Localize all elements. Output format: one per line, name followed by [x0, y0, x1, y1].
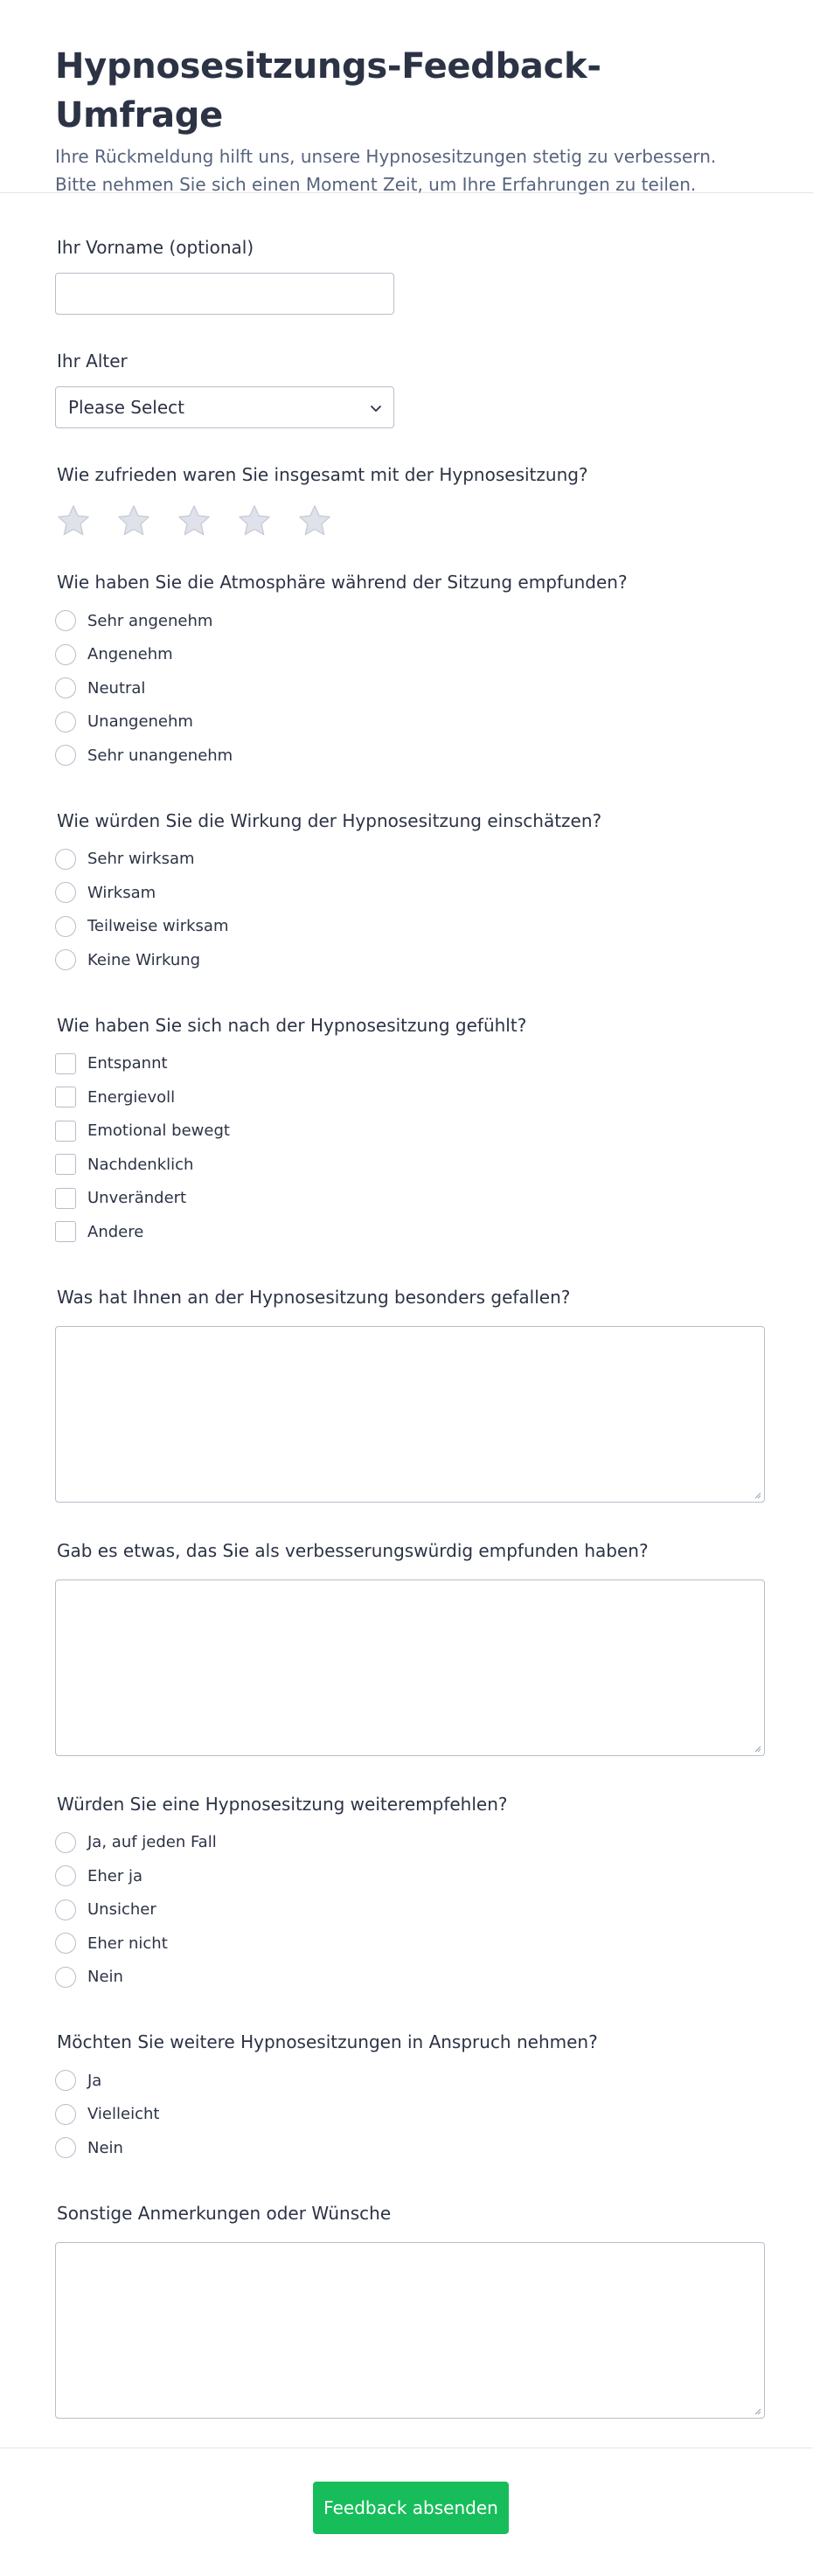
option-label: Sehr wirksam	[87, 850, 195, 869]
vorname-input[interactable]	[55, 273, 394, 315]
radio-button[interactable]	[55, 644, 76, 665]
weiterempfehlen-option[interactable]	[55, 1859, 758, 1893]
option-label: Unverändert	[87, 1189, 187, 1208]
weitere-option[interactable]	[55, 2131, 758, 2165]
field-gefallen	[55, 1284, 758, 1503]
wirkung-options	[55, 843, 758, 977]
star-icon[interactable]	[176, 503, 212, 539]
gefallen-label: Was hat Ihnen an der Hypnosesitzung besonders gefallen?	[57, 1286, 571, 1308]
radio-button[interactable]	[55, 1967, 76, 1988]
resize-handle-icon[interactable]	[753, 2406, 761, 2415]
option-label: Teilweise wirksam	[87, 917, 229, 936]
weitere-label: Möchten Sie weitere Hypnosesitzungen in Anspruch nehmen?	[57, 2031, 598, 2052]
option-label: Nein	[87, 2138, 123, 2157]
atmosphaere-option[interactable]	[55, 671, 758, 705]
radio-button[interactable]	[55, 712, 76, 733]
atmosphaere-option[interactable]	[55, 705, 758, 739]
atmosphaere-label: Wie haben Sie die Atmosphäre während der Sitzung empfunden?	[57, 572, 628, 593]
field-atmosphaere	[55, 569, 758, 773]
radio-button[interactable]	[55, 745, 76, 766]
wirkung-option[interactable]	[55, 876, 758, 910]
option-label: Sehr angenehm	[87, 611, 213, 630]
alter-label: Ihr Alter	[57, 351, 128, 371]
option-label: Wirksam	[87, 883, 156, 902]
option-label: Unsicher	[87, 1900, 156, 1920]
checkbox[interactable]	[55, 1087, 76, 1107]
field-vorname	[55, 234, 758, 315]
verbesserung-label: Gab es etwas, das Sie als verbesserungswürdig empfunden haben?	[57, 1539, 649, 1561]
radio-button[interactable]	[55, 2137, 76, 2158]
option-label: Eher nicht	[87, 1934, 168, 1953]
field-wirkung	[55, 808, 758, 977]
wirkung-option[interactable]	[55, 943, 758, 977]
weiterempfehlen-options	[55, 1826, 758, 1995]
field-alter	[55, 348, 758, 428]
weiterempfehlen-option[interactable]	[55, 1927, 758, 1961]
radio-button[interactable]	[55, 1899, 76, 1920]
form-body	[0, 193, 813, 2419]
option-label: Keine Wirkung	[87, 950, 201, 969]
weitere-option[interactable]	[55, 2098, 758, 2132]
form-subtitle: Ihre Rückmeldung hilft uns, unsere Hypnosesitzungen stetig zu verbessern. Bitte nehmen Sie sich einen Moment Zeit, um Ihre Erfahrungen zu teilen.	[55, 146, 717, 195]
radio-button[interactable]	[55, 1832, 76, 1853]
option-label: Nachdenklich	[87, 1155, 194, 1174]
checkbox[interactable]	[55, 1221, 76, 1242]
field-verbesserung	[55, 1538, 758, 1756]
gefuehl-option[interactable]	[55, 1215, 758, 1249]
option-label: Entspannt	[87, 1054, 168, 1073]
field-gefuehl	[55, 1012, 758, 1249]
gefallen-textarea[interactable]	[55, 1326, 765, 1503]
option-label: Nein	[87, 1968, 123, 1987]
form-footer	[0, 2448, 813, 2576]
option-label: Neutral	[87, 678, 146, 698]
option-label: Angenehm	[87, 645, 173, 664]
atmosphaere-option[interactable]	[55, 638, 758, 672]
weiterempfehlen-option[interactable]	[55, 1826, 758, 1860]
radio-button[interactable]	[55, 677, 76, 698]
radio-button[interactable]	[55, 2070, 76, 2091]
weiterempfehlen-option[interactable]	[55, 1961, 758, 1995]
field-anmerkungen	[55, 2200, 758, 2419]
atmosphaere-option[interactable]	[55, 604, 758, 638]
gefuehl-option[interactable]	[55, 1080, 758, 1114]
radio-button[interactable]	[55, 2104, 76, 2125]
gefuehl-label: Wie haben Sie sich nach der Hypnosesitzung gefühlt?	[57, 1014, 527, 1036]
checkbox[interactable]	[55, 1188, 76, 1209]
option-label: Ja, auf jeden Fall	[87, 1833, 217, 1852]
radio-button[interactable]	[55, 882, 76, 903]
atmosphaere-option[interactable]	[55, 739, 758, 773]
gefuehl-option[interactable]	[55, 1148, 758, 1182]
option-label: Energievoll	[87, 1087, 176, 1107]
radio-button[interactable]	[55, 1865, 76, 1886]
checkbox[interactable]	[55, 1121, 76, 1142]
form-title: Hypnosesitzungs-Feedback-Umfrage	[55, 46, 601, 135]
zufriedenheit-label: Wie zufrieden waren Sie insgesamt mit der Hypnosesitzung?	[57, 464, 588, 485]
vorname-label: Ihr Vorname (optional)	[57, 237, 254, 258]
option-label: Unangenehm	[87, 712, 193, 732]
field-weiterempfehlen	[55, 1791, 758, 1995]
atmosphaere-options	[55, 604, 758, 773]
gefuehl-option[interactable]	[55, 1182, 758, 1216]
star-icon[interactable]	[55, 503, 92, 539]
option-label: Ja	[87, 2071, 102, 2090]
star-icon[interactable]	[115, 503, 152, 539]
wirkung-option[interactable]	[55, 843, 758, 877]
option-label: Eher ja	[87, 1866, 143, 1885]
gefuehl-option[interactable]	[55, 1114, 758, 1149]
weitere-option[interactable]	[55, 2064, 758, 2098]
anmerkungen-textarea[interactable]	[55, 2242, 765, 2419]
alter-select-value: Please Select	[68, 397, 184, 418]
wirkung-label: Wie würden Sie die Wirkung der Hypnosesitzung einschätzen?	[57, 809, 602, 831]
form-header	[0, 0, 813, 193]
option-label: Vielleicht	[87, 2105, 160, 2124]
radio-button[interactable]	[55, 1933, 76, 1954]
alter-select[interactable]	[55, 386, 394, 428]
field-weitere	[55, 2029, 758, 2165]
star-rating	[55, 503, 758, 539]
resize-handle-icon[interactable]	[753, 1744, 761, 1753]
wirkung-option[interactable]	[55, 910, 758, 944]
gefuehl-options	[55, 1047, 758, 1249]
gefuehl-option[interactable]	[55, 1047, 758, 1081]
checkbox[interactable]	[55, 1154, 76, 1175]
star-icon[interactable]	[236, 503, 273, 539]
radio-button[interactable]	[55, 849, 76, 870]
resize-handle-icon[interactable]	[753, 1490, 761, 1499]
checkbox[interactable]	[55, 1053, 76, 1074]
chevron-down-icon	[369, 401, 383, 415]
radio-button[interactable]	[55, 610, 76, 631]
anmerkungen-label: Sonstige Anmerkungen oder Wünsche	[57, 2202, 392, 2224]
option-label: Andere	[87, 1222, 144, 1241]
weitere-options	[55, 2064, 758, 2165]
verbesserung-textarea[interactable]	[55, 1580, 765, 1756]
radio-button[interactable]	[55, 949, 76, 970]
weiterempfehlen-option[interactable]	[55, 1893, 758, 1927]
radio-button[interactable]	[55, 916, 76, 937]
field-zufriedenheit	[55, 462, 758, 539]
star-icon[interactable]	[296, 503, 333, 539]
submit-button[interactable]: Feedback absenden	[313, 2482, 509, 2534]
weiterempfehlen-label: Würden Sie eine Hypnosesitzung weiterempfehlen?	[57, 1793, 508, 1815]
option-label: Emotional bewegt	[87, 1121, 230, 1141]
option-label: Sehr unangenehm	[87, 746, 233, 765]
